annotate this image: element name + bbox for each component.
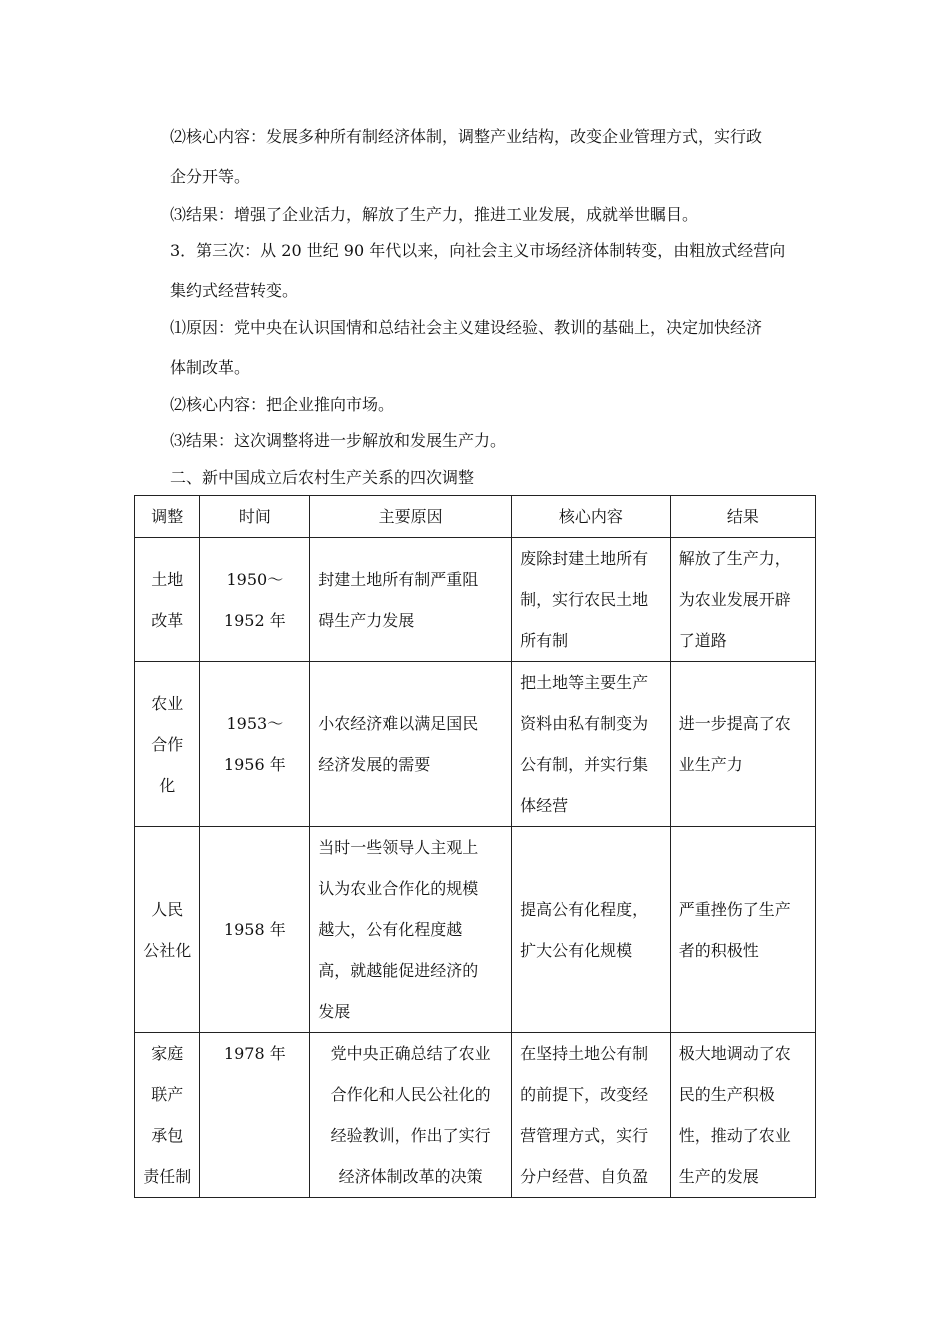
cell-line: 经验教训，作出了实行 [330,1126,491,1145]
cell-line: 土地 [151,569,184,589]
result-cell [670,1033,815,1198]
cell-line: 1953～ [226,714,284,733]
cell-line: 改革 [151,610,184,630]
time-cell [200,827,310,1033]
cell-line: 者的积极性 [678,940,759,960]
cell-line: 性，推动了农业 [678,1126,791,1145]
cell-line: 分户经营、自负盈 [520,1167,649,1186]
time-cell [200,1033,310,1198]
paragraph: 3．第三次：从 20 世纪 90 年代以来，向社会主义市场经济体制转变，由粗放式经营向 [170,241,786,260]
content-cell [512,1033,671,1198]
cell-line: 极大地调动了农 [678,1044,791,1063]
cell-line: 合作化和人民公社化的 [330,1085,491,1104]
cell-line: 营管理方式，实行 [520,1126,649,1145]
content-cell [512,827,671,1033]
cell-line: 进一步提高了农 [678,714,791,733]
cell-line: 解放了生产力， [678,549,791,568]
result-cell [670,538,815,662]
cell-line: 1952 年 [223,610,286,630]
time-cell [200,662,310,827]
cell-line: 封建土地所有制严重阻 [318,569,479,589]
result-cell [670,662,815,827]
cell-line: 把土地等主要生产 [520,673,649,692]
reason-cell [310,662,512,827]
cell-line: 公社化 [143,940,192,960]
cell-line: 公有制，并实行集 [520,755,649,774]
cell-line: 人民 [151,899,184,919]
adjust-cell [135,1033,200,1198]
cell-line: 制，实行农民土地 [520,590,649,609]
cell-line: 小农经济难以满足国民 [318,714,479,733]
adjust-cell [135,827,200,1033]
cell-line: 1958 年 [223,920,286,939]
cell-line: 化 [159,775,176,795]
paragraph: 企分开等。 [170,167,251,186]
header-cell: 结果 [670,496,815,538]
result-cell [670,827,815,1033]
table-row [135,1033,816,1198]
paragraph: ⑵核心内容：发展多种所有制经济体制，调整产业结构，改变企业管理方式，实行政 [170,127,763,146]
cell-line: 扩大公有化规模 [520,940,633,960]
content-cell [512,538,671,662]
cell-line: 1956 年 [223,755,286,774]
header-cell: 调整 [135,496,200,538]
cell-line: 提高公有化程度， [520,899,649,919]
cell-line: 所有制 [520,631,569,650]
table-row [135,538,816,662]
adjust-cell [135,662,200,827]
cell-line: 了道路 [678,631,727,650]
cell-line: 1978 年 [223,1044,286,1063]
table-header-row [135,496,816,538]
adjustment-table [134,495,816,1198]
paragraph: ⑴原因：党中央在认识国情和总结社会主义建设经验、教训的基础上，决定加快经济 [170,318,763,337]
cell-line: 为农业发展开辟 [678,590,791,609]
section-heading: 二、新中国成立后农村生产关系的四次调整 [170,468,475,487]
cell-line: 严重挫伤了生产 [678,899,791,919]
cell-line: 的前提下，改变经 [520,1085,649,1104]
paragraph: ⑶结果：这次调整将进一步解放和发展生产力。 [170,431,507,450]
cell-line: 承包 [151,1126,184,1145]
reason-cell [310,1033,512,1198]
paragraph: 体制改革。 [170,358,251,377]
header-cell: 核心内容 [512,496,671,538]
cell-line: 发展 [318,1002,351,1021]
paragraph: 集约式经营转变。 [170,281,299,300]
cell-line: 认为农业合作化的规模 [318,879,479,898]
cell-line: 1950～ [226,569,284,589]
cell-line: 资料由私有制变为 [520,714,649,733]
cell-line: 废除封建土地所有 [520,549,649,568]
cell-line: 当时一些领导人主观上 [318,838,479,857]
time-cell [200,538,310,662]
cell-line: 党中央正确总结了农业 [330,1044,491,1063]
cell-line: 在坚持土地公有制 [520,1044,649,1063]
reason-cell [310,827,512,1033]
cell-line: 高，就越能促进经济的 [318,961,479,980]
header-cell: 时间 [200,496,310,538]
table-row [135,662,816,827]
cell-line: 碍生产力发展 [318,610,415,630]
cell-line: 民的生产积极 [678,1085,775,1104]
cell-line: 联产 [151,1085,184,1104]
paragraph: ⑶结果：增强了企业活力，解放了生产力，推进工业发展，成就举世瞩目。 [170,205,699,224]
cell-line: 家庭 [151,1044,184,1063]
cell-line: 责任制 [143,1167,192,1186]
adjust-cell [135,538,200,662]
table-row [135,827,816,1033]
cell-line: 越大，公有化程度越 [318,920,463,939]
reason-cell [310,538,512,662]
cell-line: 经济发展的需要 [318,755,431,774]
cell-line: 体经营 [520,796,569,815]
cell-line: 业生产力 [678,755,743,774]
content-cell [512,662,671,827]
cell-line: 农业 [151,693,184,713]
header-cell: 主要原因 [310,496,512,538]
cell-line: 生产的发展 [678,1167,759,1186]
cell-line: 合作 [151,734,184,754]
cell-line: 经济体制改革的决策 [338,1167,483,1186]
paragraph: ⑵核心内容：把企业推向市场。 [170,395,395,414]
